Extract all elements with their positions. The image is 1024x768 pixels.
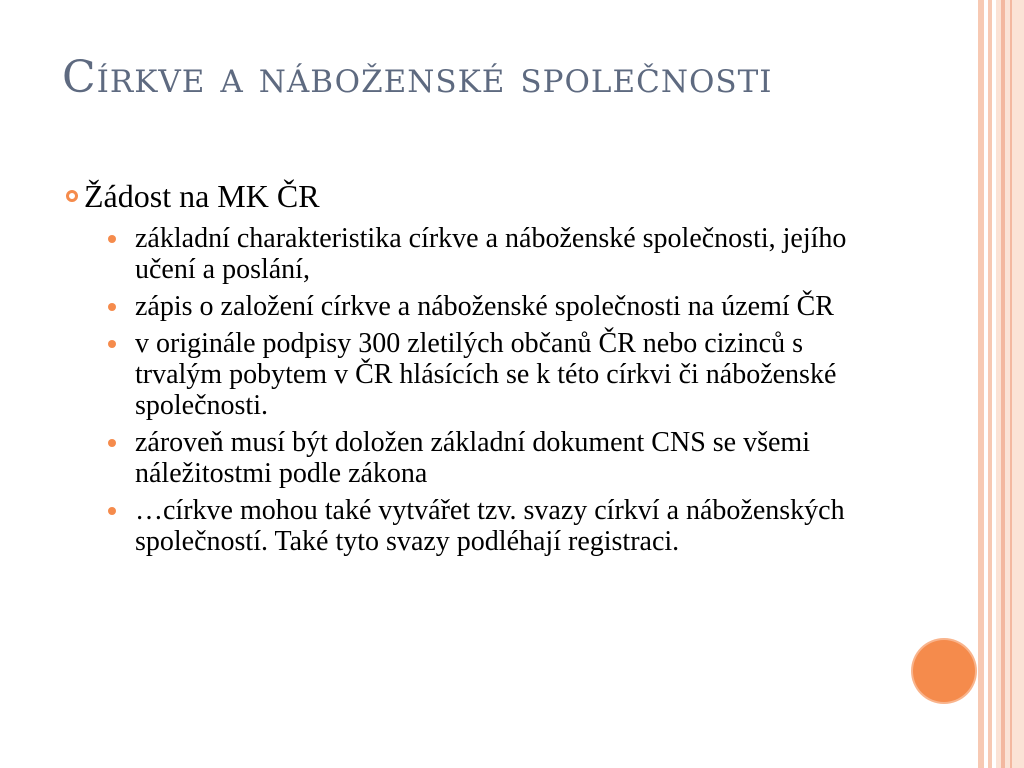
decorative-circle bbox=[913, 640, 975, 702]
list-item-text: zároveň musí být doložen základní dokument CNS se všemi náležitostmi podle zákona bbox=[135, 426, 810, 489]
decorative-stripe bbox=[988, 0, 992, 768]
dot-bullet-icon bbox=[108, 340, 116, 348]
ring-bullet-icon bbox=[66, 190, 78, 202]
decorative-stripe bbox=[1001, 0, 1005, 768]
slide-content bbox=[66, 178, 876, 563]
list-item bbox=[108, 328, 876, 421]
list-item-text: základní charakteristika církve a náboženské společnosti, jejího učení a poslání, bbox=[135, 222, 847, 285]
main-bullet bbox=[66, 178, 876, 215]
dot-bullet-icon bbox=[108, 507, 116, 515]
list-item bbox=[108, 223, 876, 285]
list-item bbox=[108, 427, 876, 489]
list-item bbox=[108, 495, 876, 557]
decorative-stripe bbox=[1010, 0, 1012, 768]
dot-bullet-icon bbox=[108, 303, 116, 311]
slide-title: Církve a náboženské společnosti bbox=[62, 52, 773, 103]
decorative-stripe bbox=[978, 0, 984, 768]
main-bullet-text: Žádost na MK ČR bbox=[84, 178, 320, 214]
list-item-text: v originále podpisy 300 zletilých občanů ČR nebo cizinců s trvalým pobytem v ČR hlásících se k této církvi či náboženské společnosti. bbox=[135, 327, 837, 421]
dot-bullet-icon bbox=[108, 235, 116, 243]
dot-bullet-icon bbox=[108, 439, 116, 447]
list-item-text: zápis o založení církve a náboženské společnosti na území ČR bbox=[135, 290, 834, 322]
list-item-text: …církve mohou také vytvářet tzv. svazy církví a náboženských společností. Také tyto svazy podléhají registraci. bbox=[135, 494, 845, 557]
sub-bullet-list bbox=[66, 223, 876, 557]
list-item bbox=[108, 291, 876, 322]
